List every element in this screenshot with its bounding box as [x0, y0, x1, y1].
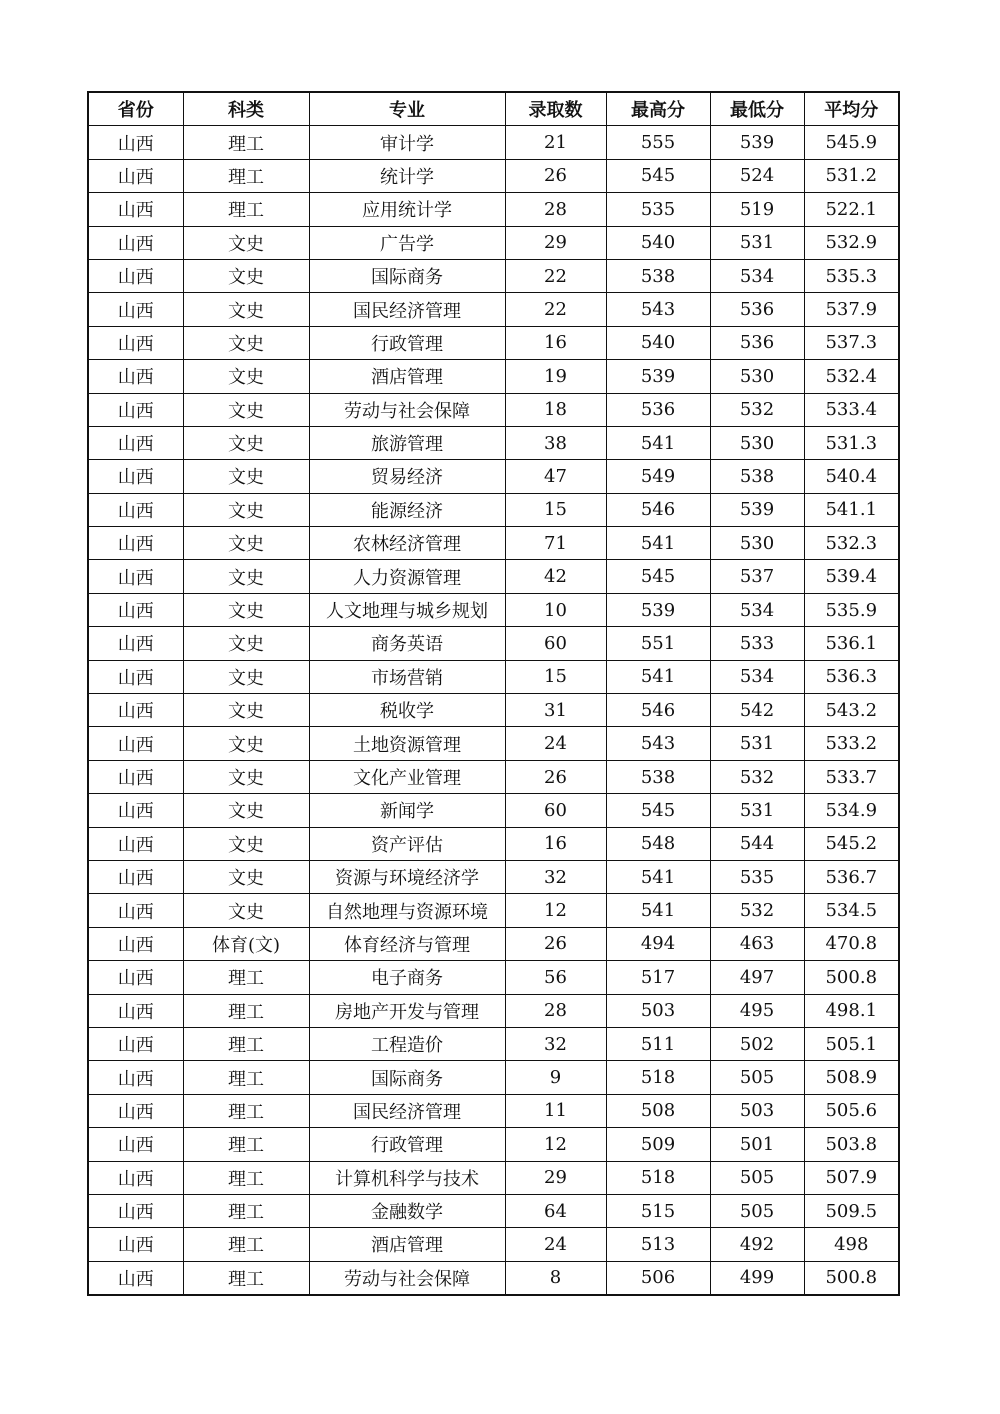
- cell-avg-score: 539.4: [804, 560, 899, 593]
- cell-avg-score: 500.8: [804, 1261, 899, 1295]
- table-row: [88, 126, 899, 159]
- cell-min-score: 501: [710, 1128, 804, 1161]
- table-row: [88, 1161, 899, 1194]
- cell-avg-score: 536.7: [804, 860, 899, 893]
- cell-max-score: 546: [606, 493, 710, 526]
- cell-province: 山西: [88, 994, 183, 1027]
- cell-avg-score: 532.3: [804, 527, 899, 560]
- cell-avg-score: 503.8: [804, 1128, 899, 1161]
- cell-major: 劳动与社会保障: [309, 1261, 505, 1295]
- cell-max-score: 538: [606, 259, 710, 292]
- cell-category: 文史: [183, 393, 309, 426]
- cell-max-score: 545: [606, 159, 710, 192]
- cell-min-score: 539: [710, 493, 804, 526]
- cell-category: 理工: [183, 1261, 309, 1295]
- header-major: 专业: [309, 92, 505, 126]
- cell-major: 计算机科学与技术: [309, 1161, 505, 1194]
- cell-admitted-count: 71: [505, 527, 606, 560]
- table-row: [88, 560, 899, 593]
- cell-province: 山西: [88, 527, 183, 560]
- cell-category: 文史: [183, 794, 309, 827]
- table-row: [88, 1061, 899, 1094]
- cell-max-score: 539: [606, 593, 710, 626]
- cell-min-score: 499: [710, 1261, 804, 1295]
- cell-min-score: 531: [710, 794, 804, 827]
- cell-admitted-count: 21: [505, 126, 606, 159]
- cell-category: 文史: [183, 326, 309, 359]
- cell-province: 山西: [88, 727, 183, 760]
- cell-min-score: 492: [710, 1228, 804, 1261]
- cell-major: 广告学: [309, 226, 505, 259]
- cell-province: 山西: [88, 460, 183, 493]
- cell-province: 山西: [88, 927, 183, 960]
- cell-avg-score: 543.2: [804, 694, 899, 727]
- cell-province: 山西: [88, 1128, 183, 1161]
- table-header: [88, 92, 899, 126]
- cell-category: 理工: [183, 994, 309, 1027]
- cell-admitted-count: 26: [505, 159, 606, 192]
- cell-admitted-count: 56: [505, 961, 606, 994]
- cell-min-score: 531: [710, 226, 804, 259]
- cell-min-score: 536: [710, 293, 804, 326]
- cell-avg-score: 507.9: [804, 1161, 899, 1194]
- cell-major: 贸易经济: [309, 460, 505, 493]
- cell-admitted-count: 42: [505, 560, 606, 593]
- header-min-score: 最低分: [710, 92, 804, 126]
- cell-admitted-count: 60: [505, 627, 606, 660]
- cell-avg-score: 505.6: [804, 1094, 899, 1127]
- table-row: [88, 1194, 899, 1227]
- table-row: [88, 460, 899, 493]
- cell-province: 山西: [88, 1194, 183, 1227]
- cell-avg-score: 498: [804, 1228, 899, 1261]
- table-row: [88, 660, 899, 693]
- cell-major: 行政管理: [309, 326, 505, 359]
- cell-major: 酒店管理: [309, 1228, 505, 1261]
- table-row: [88, 927, 899, 960]
- cell-category: 文史: [183, 226, 309, 259]
- header-row: [88, 92, 899, 126]
- admission-score-table: [87, 91, 900, 1296]
- cell-province: 山西: [88, 1061, 183, 1094]
- cell-max-score: 494: [606, 927, 710, 960]
- cell-admitted-count: 24: [505, 727, 606, 760]
- cell-major: 资源与环境经济学: [309, 860, 505, 893]
- cell-avg-score: 540.4: [804, 460, 899, 493]
- table-row: [88, 493, 899, 526]
- cell-max-score: 517: [606, 961, 710, 994]
- cell-admitted-count: 29: [505, 1161, 606, 1194]
- table-row: [88, 794, 899, 827]
- cell-admitted-count: 12: [505, 894, 606, 927]
- cell-province: 山西: [88, 961, 183, 994]
- cell-max-score: 541: [606, 527, 710, 560]
- cell-max-score: 513: [606, 1228, 710, 1261]
- cell-avg-score: 532.9: [804, 226, 899, 259]
- cell-max-score: 538: [606, 760, 710, 793]
- cell-major: 酒店管理: [309, 360, 505, 393]
- cell-category: 文史: [183, 860, 309, 893]
- cell-max-score: 541: [606, 426, 710, 459]
- cell-province: 山西: [88, 694, 183, 727]
- cell-avg-score: 534.9: [804, 794, 899, 827]
- cell-major: 人文地理与城乡规划: [309, 593, 505, 626]
- table-row: [88, 159, 899, 192]
- table-row: [88, 894, 899, 927]
- cell-max-score: 511: [606, 1027, 710, 1060]
- cell-admitted-count: 8: [505, 1261, 606, 1295]
- cell-min-score: 533: [710, 627, 804, 660]
- cell-min-score: 535: [710, 860, 804, 893]
- cell-province: 山西: [88, 1228, 183, 1261]
- cell-avg-score: 536.3: [804, 660, 899, 693]
- cell-min-score: 497: [710, 961, 804, 994]
- cell-category: 文史: [183, 460, 309, 493]
- cell-category: 文史: [183, 694, 309, 727]
- cell-category: 文史: [183, 727, 309, 760]
- table-row: [88, 961, 899, 994]
- cell-max-score: 540: [606, 326, 710, 359]
- cell-min-score: 544: [710, 827, 804, 860]
- cell-max-score: 546: [606, 694, 710, 727]
- cell-category: 文史: [183, 259, 309, 292]
- cell-category: 理工: [183, 126, 309, 159]
- cell-province: 山西: [88, 159, 183, 192]
- table-row: [88, 1094, 899, 1127]
- table-row: [88, 193, 899, 226]
- table-row: [88, 1228, 899, 1261]
- cell-admitted-count: 64: [505, 1194, 606, 1227]
- cell-max-score: 541: [606, 894, 710, 927]
- cell-major: 应用统计学: [309, 193, 505, 226]
- cell-category: 文史: [183, 560, 309, 593]
- cell-category: 文史: [183, 760, 309, 793]
- cell-min-score: 531: [710, 727, 804, 760]
- cell-avg-score: 500.8: [804, 961, 899, 994]
- cell-min-score: 505: [710, 1194, 804, 1227]
- cell-province: 山西: [88, 326, 183, 359]
- cell-province: 山西: [88, 593, 183, 626]
- cell-admitted-count: 22: [505, 293, 606, 326]
- cell-major: 审计学: [309, 126, 505, 159]
- cell-major: 电子商务: [309, 961, 505, 994]
- cell-max-score: 543: [606, 727, 710, 760]
- cell-admitted-count: 28: [505, 994, 606, 1027]
- cell-admitted-count: 18: [505, 393, 606, 426]
- cell-category: 文史: [183, 827, 309, 860]
- cell-major: 国民经济管理: [309, 1094, 505, 1127]
- cell-province: 山西: [88, 760, 183, 793]
- cell-max-score: 541: [606, 860, 710, 893]
- table-row: [88, 226, 899, 259]
- cell-max-score: 506: [606, 1261, 710, 1295]
- cell-max-score: 545: [606, 560, 710, 593]
- cell-admitted-count: 9: [505, 1061, 606, 1094]
- cell-min-score: 505: [710, 1161, 804, 1194]
- cell-min-score: 532: [710, 393, 804, 426]
- cell-category: 文史: [183, 627, 309, 660]
- cell-avg-score: 508.9: [804, 1061, 899, 1094]
- cell-province: 山西: [88, 426, 183, 459]
- cell-category: 文史: [183, 593, 309, 626]
- cell-max-score: 508: [606, 1094, 710, 1127]
- cell-category: 理工: [183, 1027, 309, 1060]
- cell-province: 山西: [88, 860, 183, 893]
- table-row: [88, 259, 899, 292]
- cell-max-score: 540: [606, 226, 710, 259]
- cell-admitted-count: 11: [505, 1094, 606, 1127]
- cell-province: 山西: [88, 493, 183, 526]
- cell-min-score: 534: [710, 660, 804, 693]
- cell-major: 房地产开发与管理: [309, 994, 505, 1027]
- cell-category: 理工: [183, 1161, 309, 1194]
- table-row: [88, 727, 899, 760]
- cell-admitted-count: 16: [505, 326, 606, 359]
- table-row: [88, 860, 899, 893]
- cell-category: 理工: [183, 1128, 309, 1161]
- cell-province: 山西: [88, 393, 183, 426]
- cell-min-score: 530: [710, 527, 804, 560]
- cell-min-score: 524: [710, 159, 804, 192]
- cell-province: 山西: [88, 360, 183, 393]
- cell-category: 文史: [183, 360, 309, 393]
- cell-avg-score: 534.5: [804, 894, 899, 927]
- cell-min-score: 542: [710, 694, 804, 727]
- cell-category: 文史: [183, 493, 309, 526]
- cell-admitted-count: 24: [505, 1228, 606, 1261]
- cell-major: 市场营销: [309, 660, 505, 693]
- cell-max-score: 503: [606, 994, 710, 1027]
- cell-avg-score: 537.3: [804, 326, 899, 359]
- cell-province: 山西: [88, 293, 183, 326]
- cell-avg-score: 533.2: [804, 727, 899, 760]
- admission-table-container: [87, 91, 900, 1296]
- cell-province: 山西: [88, 126, 183, 159]
- cell-admitted-count: 29: [505, 226, 606, 259]
- cell-avg-score: 532.4: [804, 360, 899, 393]
- cell-admitted-count: 16: [505, 827, 606, 860]
- cell-province: 山西: [88, 1094, 183, 1127]
- cell-admitted-count: 31: [505, 694, 606, 727]
- table-row: [88, 527, 899, 560]
- table-row: [88, 1128, 899, 1161]
- cell-province: 山西: [88, 226, 183, 259]
- cell-max-score: 518: [606, 1161, 710, 1194]
- cell-major: 国际商务: [309, 259, 505, 292]
- table-row: [88, 760, 899, 793]
- cell-major: 文化产业管理: [309, 760, 505, 793]
- cell-avg-score: 545.2: [804, 827, 899, 860]
- cell-category: 理工: [183, 159, 309, 192]
- table-body: [88, 126, 899, 1295]
- cell-max-score: 551: [606, 627, 710, 660]
- cell-major: 国际商务: [309, 1061, 505, 1094]
- cell-min-score: 503: [710, 1094, 804, 1127]
- cell-major: 工程造价: [309, 1027, 505, 1060]
- cell-major: 金融数学: [309, 1194, 505, 1227]
- cell-max-score: 539: [606, 360, 710, 393]
- cell-min-score: 534: [710, 259, 804, 292]
- cell-avg-score: 505.1: [804, 1027, 899, 1060]
- cell-avg-score: 509.5: [804, 1194, 899, 1227]
- cell-admitted-count: 32: [505, 860, 606, 893]
- cell-admitted-count: 28: [505, 193, 606, 226]
- cell-category: 理工: [183, 1194, 309, 1227]
- cell-category: 文史: [183, 527, 309, 560]
- cell-avg-score: 498.1: [804, 994, 899, 1027]
- cell-major: 旅游管理: [309, 426, 505, 459]
- cell-admitted-count: 26: [505, 760, 606, 793]
- cell-major: 人力资源管理: [309, 560, 505, 593]
- cell-avg-score: 536.1: [804, 627, 899, 660]
- cell-province: 山西: [88, 1161, 183, 1194]
- cell-min-score: 536: [710, 326, 804, 359]
- cell-admitted-count: 12: [505, 1128, 606, 1161]
- cell-province: 山西: [88, 794, 183, 827]
- cell-category: 文史: [183, 426, 309, 459]
- table-row: [88, 426, 899, 459]
- cell-admitted-count: 26: [505, 927, 606, 960]
- cell-min-score: 505: [710, 1061, 804, 1094]
- cell-major: 农林经济管理: [309, 527, 505, 560]
- cell-category: 理工: [183, 1094, 309, 1127]
- cell-province: 山西: [88, 560, 183, 593]
- cell-category: 文史: [183, 894, 309, 927]
- cell-avg-score: 531.2: [804, 159, 899, 192]
- cell-avg-score: 541.1: [804, 493, 899, 526]
- cell-max-score: 548: [606, 827, 710, 860]
- cell-avg-score: 535.3: [804, 259, 899, 292]
- cell-province: 山西: [88, 660, 183, 693]
- cell-max-score: 515: [606, 1194, 710, 1227]
- table-row: [88, 360, 899, 393]
- cell-admitted-count: 22: [505, 259, 606, 292]
- cell-min-score: 463: [710, 927, 804, 960]
- cell-min-score: 530: [710, 426, 804, 459]
- cell-major: 行政管理: [309, 1128, 505, 1161]
- cell-major: 新闻学: [309, 794, 505, 827]
- cell-min-score: 539: [710, 126, 804, 159]
- cell-min-score: 519: [710, 193, 804, 226]
- cell-major: 体育经济与管理: [309, 927, 505, 960]
- cell-category: 理工: [183, 193, 309, 226]
- cell-min-score: 530: [710, 360, 804, 393]
- cell-avg-score: 522.1: [804, 193, 899, 226]
- cell-max-score: 555: [606, 126, 710, 159]
- cell-major: 商务英语: [309, 627, 505, 660]
- cell-max-score: 535: [606, 193, 710, 226]
- cell-province: 山西: [88, 193, 183, 226]
- cell-province: 山西: [88, 1261, 183, 1295]
- cell-province: 山西: [88, 894, 183, 927]
- cell-major: 自然地理与资源环境: [309, 894, 505, 927]
- cell-min-score: 538: [710, 460, 804, 493]
- cell-max-score: 518: [606, 1061, 710, 1094]
- cell-avg-score: 470.8: [804, 927, 899, 960]
- cell-admitted-count: 47: [505, 460, 606, 493]
- table-row: [88, 827, 899, 860]
- cell-min-score: 532: [710, 760, 804, 793]
- table-row: [88, 1027, 899, 1060]
- cell-min-score: 537: [710, 560, 804, 593]
- cell-max-score: 509: [606, 1128, 710, 1161]
- cell-max-score: 536: [606, 393, 710, 426]
- cell-min-score: 534: [710, 593, 804, 626]
- cell-admitted-count: 60: [505, 794, 606, 827]
- table-row: [88, 994, 899, 1027]
- cell-avg-score: 533.4: [804, 393, 899, 426]
- table-row: [88, 694, 899, 727]
- cell-avg-score: 545.9: [804, 126, 899, 159]
- header-max-score: 最高分: [606, 92, 710, 126]
- cell-major: 资产评估: [309, 827, 505, 860]
- cell-major: 税收学: [309, 694, 505, 727]
- table-row: [88, 293, 899, 326]
- cell-major: 劳动与社会保障: [309, 393, 505, 426]
- cell-province: 山西: [88, 1027, 183, 1060]
- cell-category: 文史: [183, 293, 309, 326]
- cell-admitted-count: 38: [505, 426, 606, 459]
- header-admitted-count: 录取数: [505, 92, 606, 126]
- table-row: [88, 593, 899, 626]
- table-row: [88, 627, 899, 660]
- cell-province: 山西: [88, 827, 183, 860]
- cell-category: 体育(文): [183, 927, 309, 960]
- cell-admitted-count: 19: [505, 360, 606, 393]
- header-province: 省份: [88, 92, 183, 126]
- cell-avg-score: 535.9: [804, 593, 899, 626]
- cell-min-score: 532: [710, 894, 804, 927]
- header-category: 科类: [183, 92, 309, 126]
- cell-avg-score: 537.9: [804, 293, 899, 326]
- cell-admitted-count: 10: [505, 593, 606, 626]
- cell-max-score: 545: [606, 794, 710, 827]
- header-avg-score: 平均分: [804, 92, 899, 126]
- cell-admitted-count: 15: [505, 493, 606, 526]
- table-row: [88, 326, 899, 359]
- cell-min-score: 495: [710, 994, 804, 1027]
- cell-max-score: 541: [606, 660, 710, 693]
- cell-avg-score: 533.7: [804, 760, 899, 793]
- cell-max-score: 543: [606, 293, 710, 326]
- cell-category: 理工: [183, 1061, 309, 1094]
- cell-min-score: 502: [710, 1027, 804, 1060]
- table-row: [88, 393, 899, 426]
- cell-category: 理工: [183, 961, 309, 994]
- cell-admitted-count: 15: [505, 660, 606, 693]
- cell-major: 统计学: [309, 159, 505, 192]
- cell-category: 文史: [183, 660, 309, 693]
- cell-category: 理工: [183, 1228, 309, 1261]
- cell-major: 国民经济管理: [309, 293, 505, 326]
- cell-province: 山西: [88, 259, 183, 292]
- cell-avg-score: 531.3: [804, 426, 899, 459]
- cell-max-score: 549: [606, 460, 710, 493]
- table-row: [88, 1261, 899, 1295]
- cell-admitted-count: 32: [505, 1027, 606, 1060]
- cell-province: 山西: [88, 627, 183, 660]
- cell-major: 能源经济: [309, 493, 505, 526]
- cell-major: 土地资源管理: [309, 727, 505, 760]
